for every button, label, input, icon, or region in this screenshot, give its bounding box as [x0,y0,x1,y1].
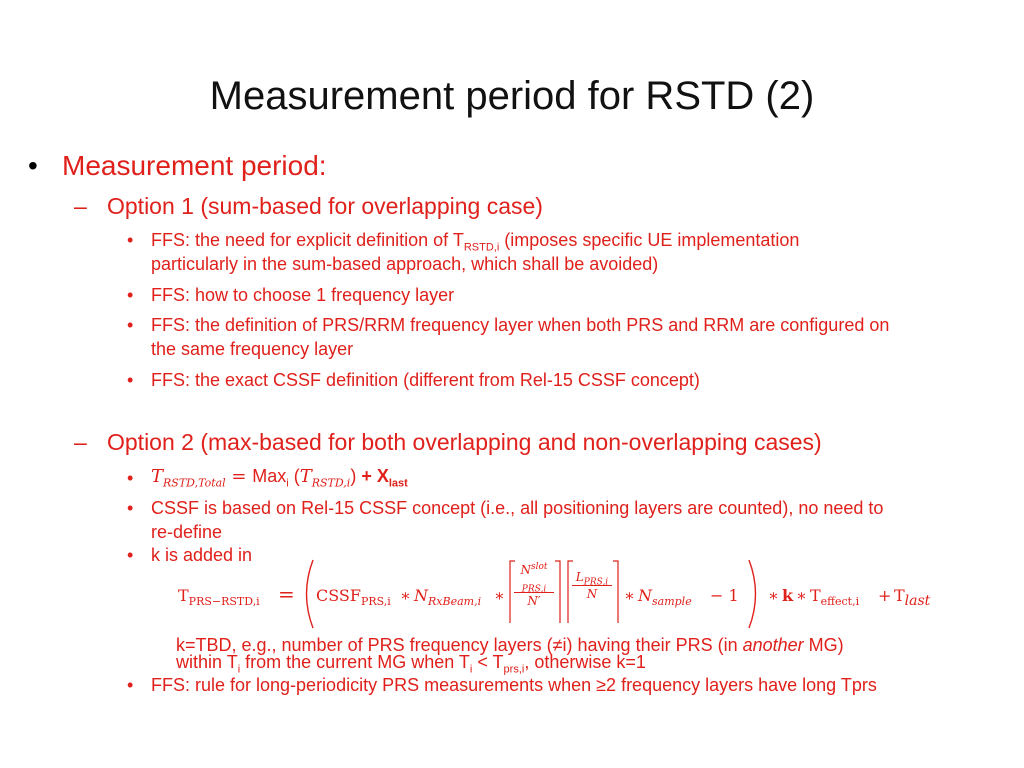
bullet-icon: • [127,370,134,390]
option1-item-1-line2: particularly in the sum-based approach, which shall be avoided) [151,254,659,274]
option2-dash: – [74,429,87,455]
fraction-slot: $N^{slot}$ $_{PRS,i}$ N′ [514,560,554,608]
option1-item-4: FFS: the exact CSSF definition (different from Rel-15 CSSF concept) [151,370,700,390]
option1-dash: – [74,193,87,219]
option2-item-k: k is added in [151,545,253,565]
option2-heading: Option 2 (max-based for both overlapping and non-overlapping cases) [107,429,822,455]
bullet-level1: • [28,150,38,181]
right-paren-icon [746,558,764,630]
bullet-icon: • [127,468,134,488]
bullet-icon: • [127,285,134,305]
fraction-lprs: $L_{PRS,i}$ N [572,570,612,601]
formula-t-prs-rstd: $T_{PRS-RSTD,i}$ = $CSSF_{PRS,i}$ ∗ $N_{RxBeam,i}$ ∗ $N^{slot}$ $_{PRS,i}$ N′ $L_{PRS,i}$ N ∗ $N_{sample}$ − 1 ∗ k ∗ $T_{effect,i}$ + $T_{last}$ [178,558,978,636]
option1-item-3-line2: the same frequency layer [151,339,354,359]
bullet-icon: • [127,545,134,565]
ceil-right-icon [554,560,562,624]
bullet-icon: • [127,230,134,250]
option2-item-ffs-long-periodicity: FFS: rule for long-periodicity PRS measurements when ≥2 frequency layers have long Tprs [151,675,877,695]
option2-item-cssf-line2: re-define [151,522,223,542]
bullet-icon: • [127,315,134,335]
bullet-icon: • [127,498,134,518]
option1-heading: Option 1 (sum-based for overlapping case) [107,193,543,219]
option1-item-2: FFS: how to choose 1 frequency layer [151,285,455,305]
measurement-period-heading: Measurement period: [62,150,327,181]
option1-item-3: FFS: the definition of PRS/RRM frequency layer when both PRS and RRM are configured on [151,315,890,335]
k-note-line1: k=TBD, e.g., number of PRS frequency layers (≠i) having their PRS (in another MG) [176,635,844,655]
k-note-line2: within $T_i$ from the current MG when $T_i < T_{prs,i}$, otherwise k=1 [176,652,646,676]
option2-item-cssf: CSSF is based on Rel-15 CSSF concept (i.e., all positioning layers are counted), no need to [151,498,884,518]
bullet-icon: • [127,675,134,695]
ceil-right-icon [612,560,620,624]
option1-item-1: FFS: the need for explicit definition of $T_{RSTD,i}$ (imposes specific UE implementation [151,230,800,254]
left-paren-icon [298,558,316,630]
option2-formula-total: $T_{RSTD,Total} = Max_i$ $(T_{RSTD,i}) + X_{last}$ [151,466,408,490]
slide-title: Measurement period for RSTD (2) [209,74,815,118]
